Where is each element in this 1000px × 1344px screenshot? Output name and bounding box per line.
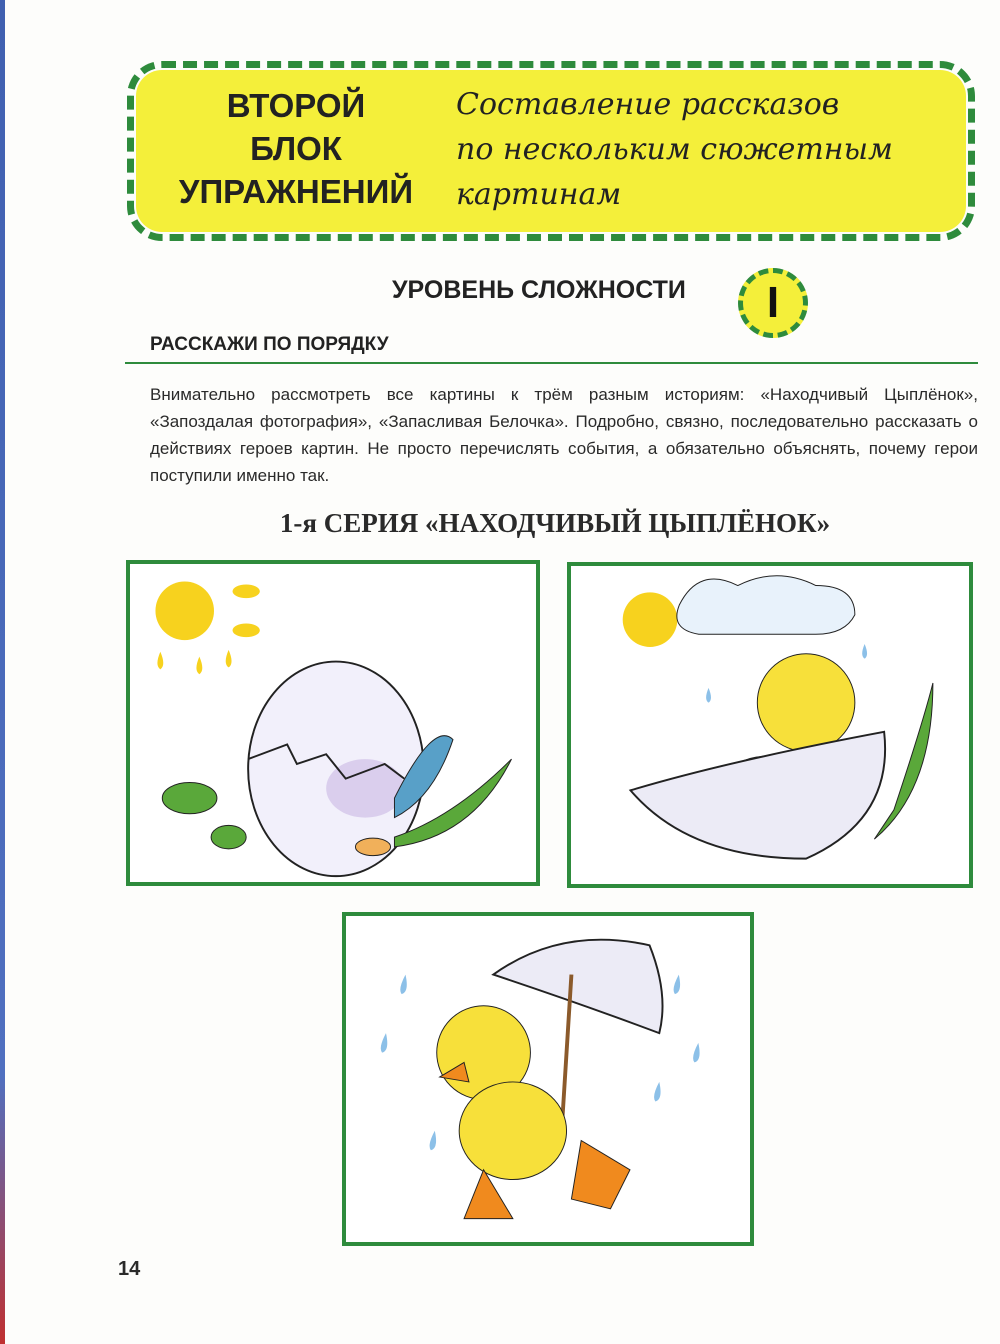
block-subtitle-line: Составление рассказов: [456, 87, 840, 122]
page-number: 14: [118, 1258, 141, 1280]
section-divider: [125, 362, 978, 364]
chick-umbrella-illustration: [346, 916, 750, 1242]
block-subtitle-line: картинам: [456, 177, 622, 212]
series-title: 1-я СЕРИЯ «НАХОДЧИВЫЙ ЦЫПЛЁНОК»: [279, 508, 831, 538]
block-title-line: БЛОК: [250, 130, 342, 167]
picture-1-egg: [126, 560, 540, 886]
block-title-line: ВТОРОЙ: [226, 87, 366, 124]
block-subtitle-line: по нескольким сюжетным: [456, 132, 893, 167]
block-title: [156, 84, 436, 213]
block-banner: [136, 70, 966, 232]
hatching-chick-illustration: [571, 566, 969, 884]
level-badge: I: [738, 268, 808, 338]
level-label: УРОВЕНЬ СЛОЖНОСТИ: [392, 276, 686, 304]
instructions-text: Внимательно рассмотреть все картины к трём разным историям: «Находчивый Цыплёнок», «Запоздалая фотография», «Запасливая Белочка». Подробно, связно, последовательно рассказать о действиях героев картин. Не просто перечислять события, а обязательно объяснять, почему герои поступили именно так.: [150, 385, 978, 485]
picture-3-umbrella: [342, 912, 754, 1246]
egg-illustration: [130, 564, 536, 882]
section-title: РАССКАЖИ ПО ПОРЯДКУ: [150, 334, 389, 355]
block-subtitle: [456, 82, 893, 217]
block-title-line: УПРАЖНЕНИЙ: [178, 173, 414, 210]
page-edge: [0, 0, 5, 1344]
picture-2-hatching: [567, 562, 973, 888]
